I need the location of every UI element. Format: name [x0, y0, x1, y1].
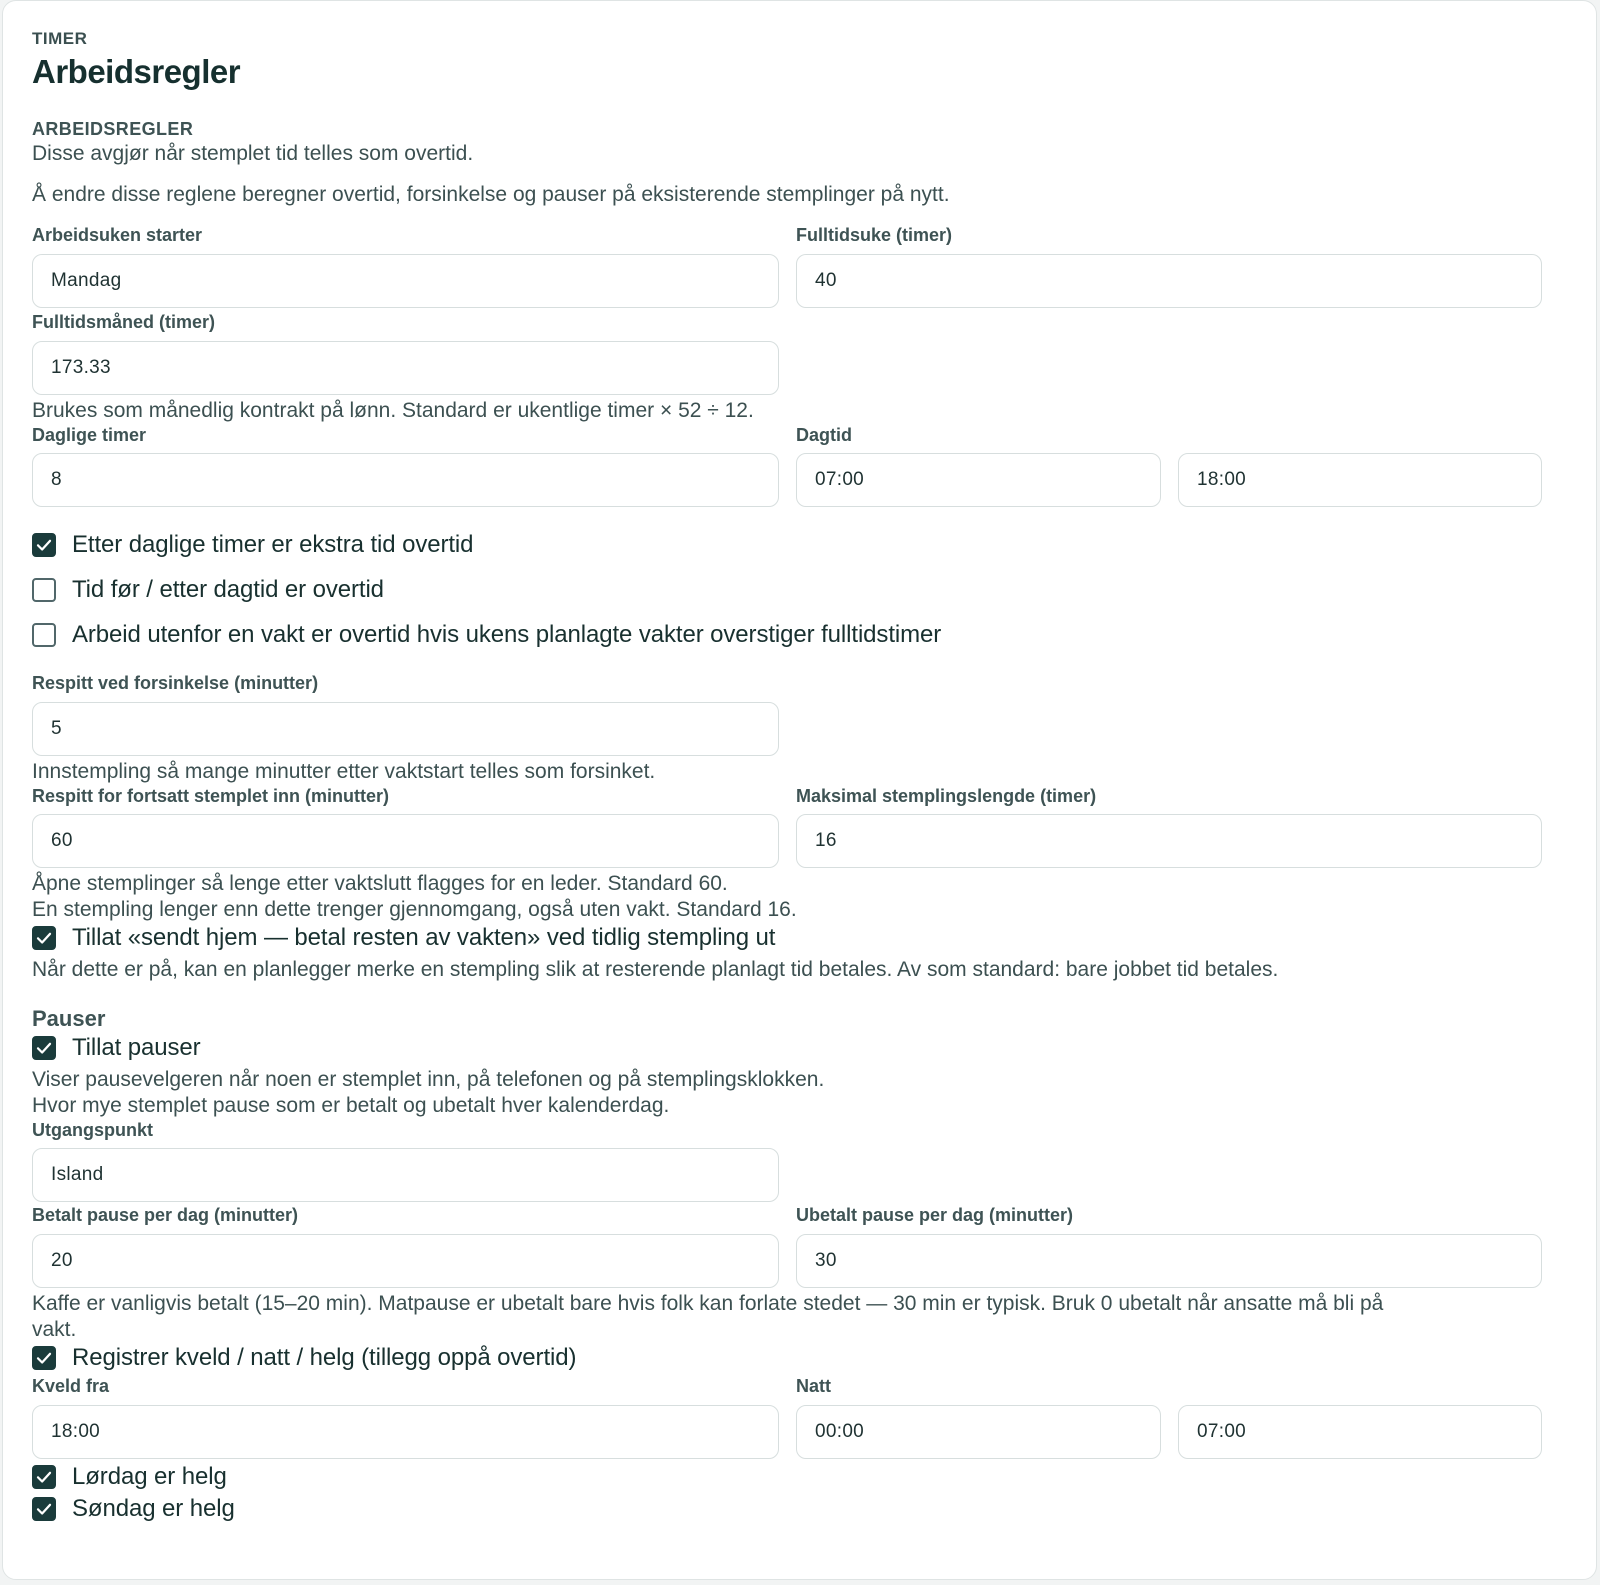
checkbox-checked-icon[interactable] [32, 1346, 56, 1370]
daily-hours-label: Daglige timer [32, 425, 147, 445]
max-length-hint: En stempling lenger enn dette trenger gjennomgang, også uten vakt. Standard 16. [32, 898, 797, 921]
week-start-label: Arbeidsuken starter [32, 225, 203, 245]
unpaid-break-input[interactable] [796, 1234, 1542, 1288]
open-grace-label: Respitt for fortsatt stemplet inn (minutter) [32, 786, 390, 806]
checkbox-unchecked-icon[interactable] [32, 578, 56, 602]
daytime-from-value: 07:00 [815, 469, 865, 490]
checkbox-checked-icon[interactable] [32, 926, 56, 950]
open-grace-hint: Åpne stemplinger så lenge etter vaktslutt flagges for en leder. Standard 60. [32, 872, 728, 895]
rules-intro: Disse avgjør når stemplet tid telles som overtid. [32, 142, 474, 165]
max-length-label: Maksimal stemplingslengde (timer) [796, 786, 1097, 806]
daytime-from-input[interactable] [796, 453, 1161, 507]
check-saturday-weekend[interactable] [32, 1463, 227, 1491]
section-heading-rules: ARBEIDSREGLER [32, 119, 194, 139]
unpaid-break-value: 30 [815, 1250, 837, 1271]
breaks-hint-1: Viser pausevelgeren når noen er stemplet inn, på telefonen og på stemplingsklokken. [32, 1068, 825, 1091]
check-outside-shift[interactable] [32, 621, 941, 649]
breaks-hint-3-line2: vakt. [32, 1318, 77, 1341]
night-to-input[interactable] [1178, 1405, 1542, 1459]
settings-card [2, 0, 1597, 1580]
open-grace-value: 60 [51, 830, 73, 851]
daily-hours-value: 8 [51, 469, 62, 490]
breaks-heading: Pauser [32, 1006, 106, 1031]
checkbox-checked-icon[interactable] [32, 1497, 56, 1521]
page-title: Arbeidsregler [32, 53, 241, 90]
check-allow-breaks-label: Tillat pauser [72, 1034, 201, 1061]
late-grace-value: 5 [51, 718, 62, 739]
check-outside-daytime[interactable] [32, 576, 384, 604]
check-sunday-weekend[interactable] [32, 1495, 235, 1523]
daytime-to-input[interactable] [1178, 453, 1542, 507]
check-sent-home-label: Tillat «sendt hjem — betal resten av vakten» ved tidlig stempling ut [72, 924, 776, 951]
late-grace-hint: Innstempling så mange minutter etter vaktstart telles som forsinket. [32, 760, 656, 783]
origin-value: Island [51, 1164, 104, 1185]
origin-label: Utgangspunkt [32, 1120, 153, 1140]
night-label: Natt [796, 1376, 831, 1396]
check-after-daily-label: Etter daglige timer er ekstra tid overtid [72, 531, 474, 558]
full-week-input[interactable] [796, 254, 1542, 308]
week-start-select[interactable] [32, 254, 779, 308]
origin-select[interactable] [32, 1148, 779, 1202]
unpaid-break-label: Ubetalt pause per dag (minutter) [796, 1205, 1074, 1225]
check-outside-daytime-label: Tid før / etter dagtid er overtid [72, 576, 384, 603]
week-start-value: Mandag [51, 270, 122, 291]
checkbox-checked-icon[interactable] [32, 533, 56, 557]
checkbox-unchecked-icon[interactable] [32, 623, 56, 647]
paid-break-label: Betalt pause per dag (minutter) [32, 1205, 299, 1225]
open-grace-input[interactable] [32, 814, 779, 868]
full-week-value: 40 [815, 270, 837, 291]
page-eyebrow: TIMER [32, 29, 88, 48]
night-from-value: 00:00 [815, 1421, 865, 1442]
check-allow-breaks[interactable] [32, 1034, 201, 1062]
daytime-label: Dagtid [796, 425, 852, 445]
full-month-label: Fulltidsmåned (timer) [32, 312, 216, 332]
night-to-value: 07:00 [1197, 1421, 1247, 1442]
paid-break-value: 20 [51, 1250, 73, 1271]
check-outside-shift-label: Arbeid utenfor en vakt er overtid hvis ukens planlagte vakter overstiger fulltidstimer [72, 621, 942, 648]
full-week-label: Fulltidsuke (timer) [796, 225, 953, 245]
full-month-input[interactable] [32, 341, 779, 395]
check-register-premiums[interactable] [32, 1344, 576, 1372]
max-length-value: 16 [815, 830, 837, 851]
full-month-value: 173.33 [51, 357, 111, 378]
evening-label: Kveld fra [32, 1376, 110, 1396]
check-sunday-weekend-label: Søndag er helg [72, 1495, 235, 1522]
late-grace-input[interactable] [32, 702, 779, 756]
late-grace-label: Respitt ved forsinkelse (minutter) [32, 673, 319, 693]
check-register-premiums-label: Registrer kveld / natt / helg (tillegg oppå overtid) [72, 1344, 577, 1371]
checkbox-checked-icon[interactable] [32, 1465, 56, 1489]
max-length-input[interactable] [796, 814, 1542, 868]
checkbox-checked-icon[interactable] [32, 1036, 56, 1060]
daytime-to-value: 18:00 [1197, 469, 1247, 490]
full-month-hint: Brukes som månedlig kontrakt på lønn. Standard er ukentlige timer × 52 ÷ 12. [32, 399, 754, 422]
check-after-daily[interactable] [32, 531, 473, 559]
breaks-hint-3-line1: Kaffe er vanligvis betalt (15–20 min). Matpause er ubetalt bare hvis folk kan forlate stedet — 30 min er typisk. Bruk 0 ubetalt når ansatte må bli på [32, 1292, 1384, 1315]
night-from-input[interactable] [796, 1405, 1161, 1459]
sent-home-hint: Når dette er på, kan en planlegger merke en stempling slik at resterende planlagt tid betales. Av som standard: bare jobbet tid betales. [32, 958, 1279, 981]
check-sent-home[interactable] [32, 924, 775, 952]
daily-hours-input[interactable] [32, 453, 779, 507]
check-saturday-weekend-label: Lørdag er helg [72, 1463, 227, 1490]
rules-warning: Å endre disse reglene beregner overtid, forsinkelse og pauser på eksisterende stemplinger på nytt. [32, 183, 950, 206]
paid-break-input[interactable] [32, 1234, 779, 1288]
evening-value: 18:00 [51, 1421, 101, 1442]
evening-input[interactable] [32, 1405, 779, 1459]
breaks-hint-2: Hvor mye stemplet pause som er betalt og ubetalt hver kalenderdag. [32, 1094, 670, 1117]
